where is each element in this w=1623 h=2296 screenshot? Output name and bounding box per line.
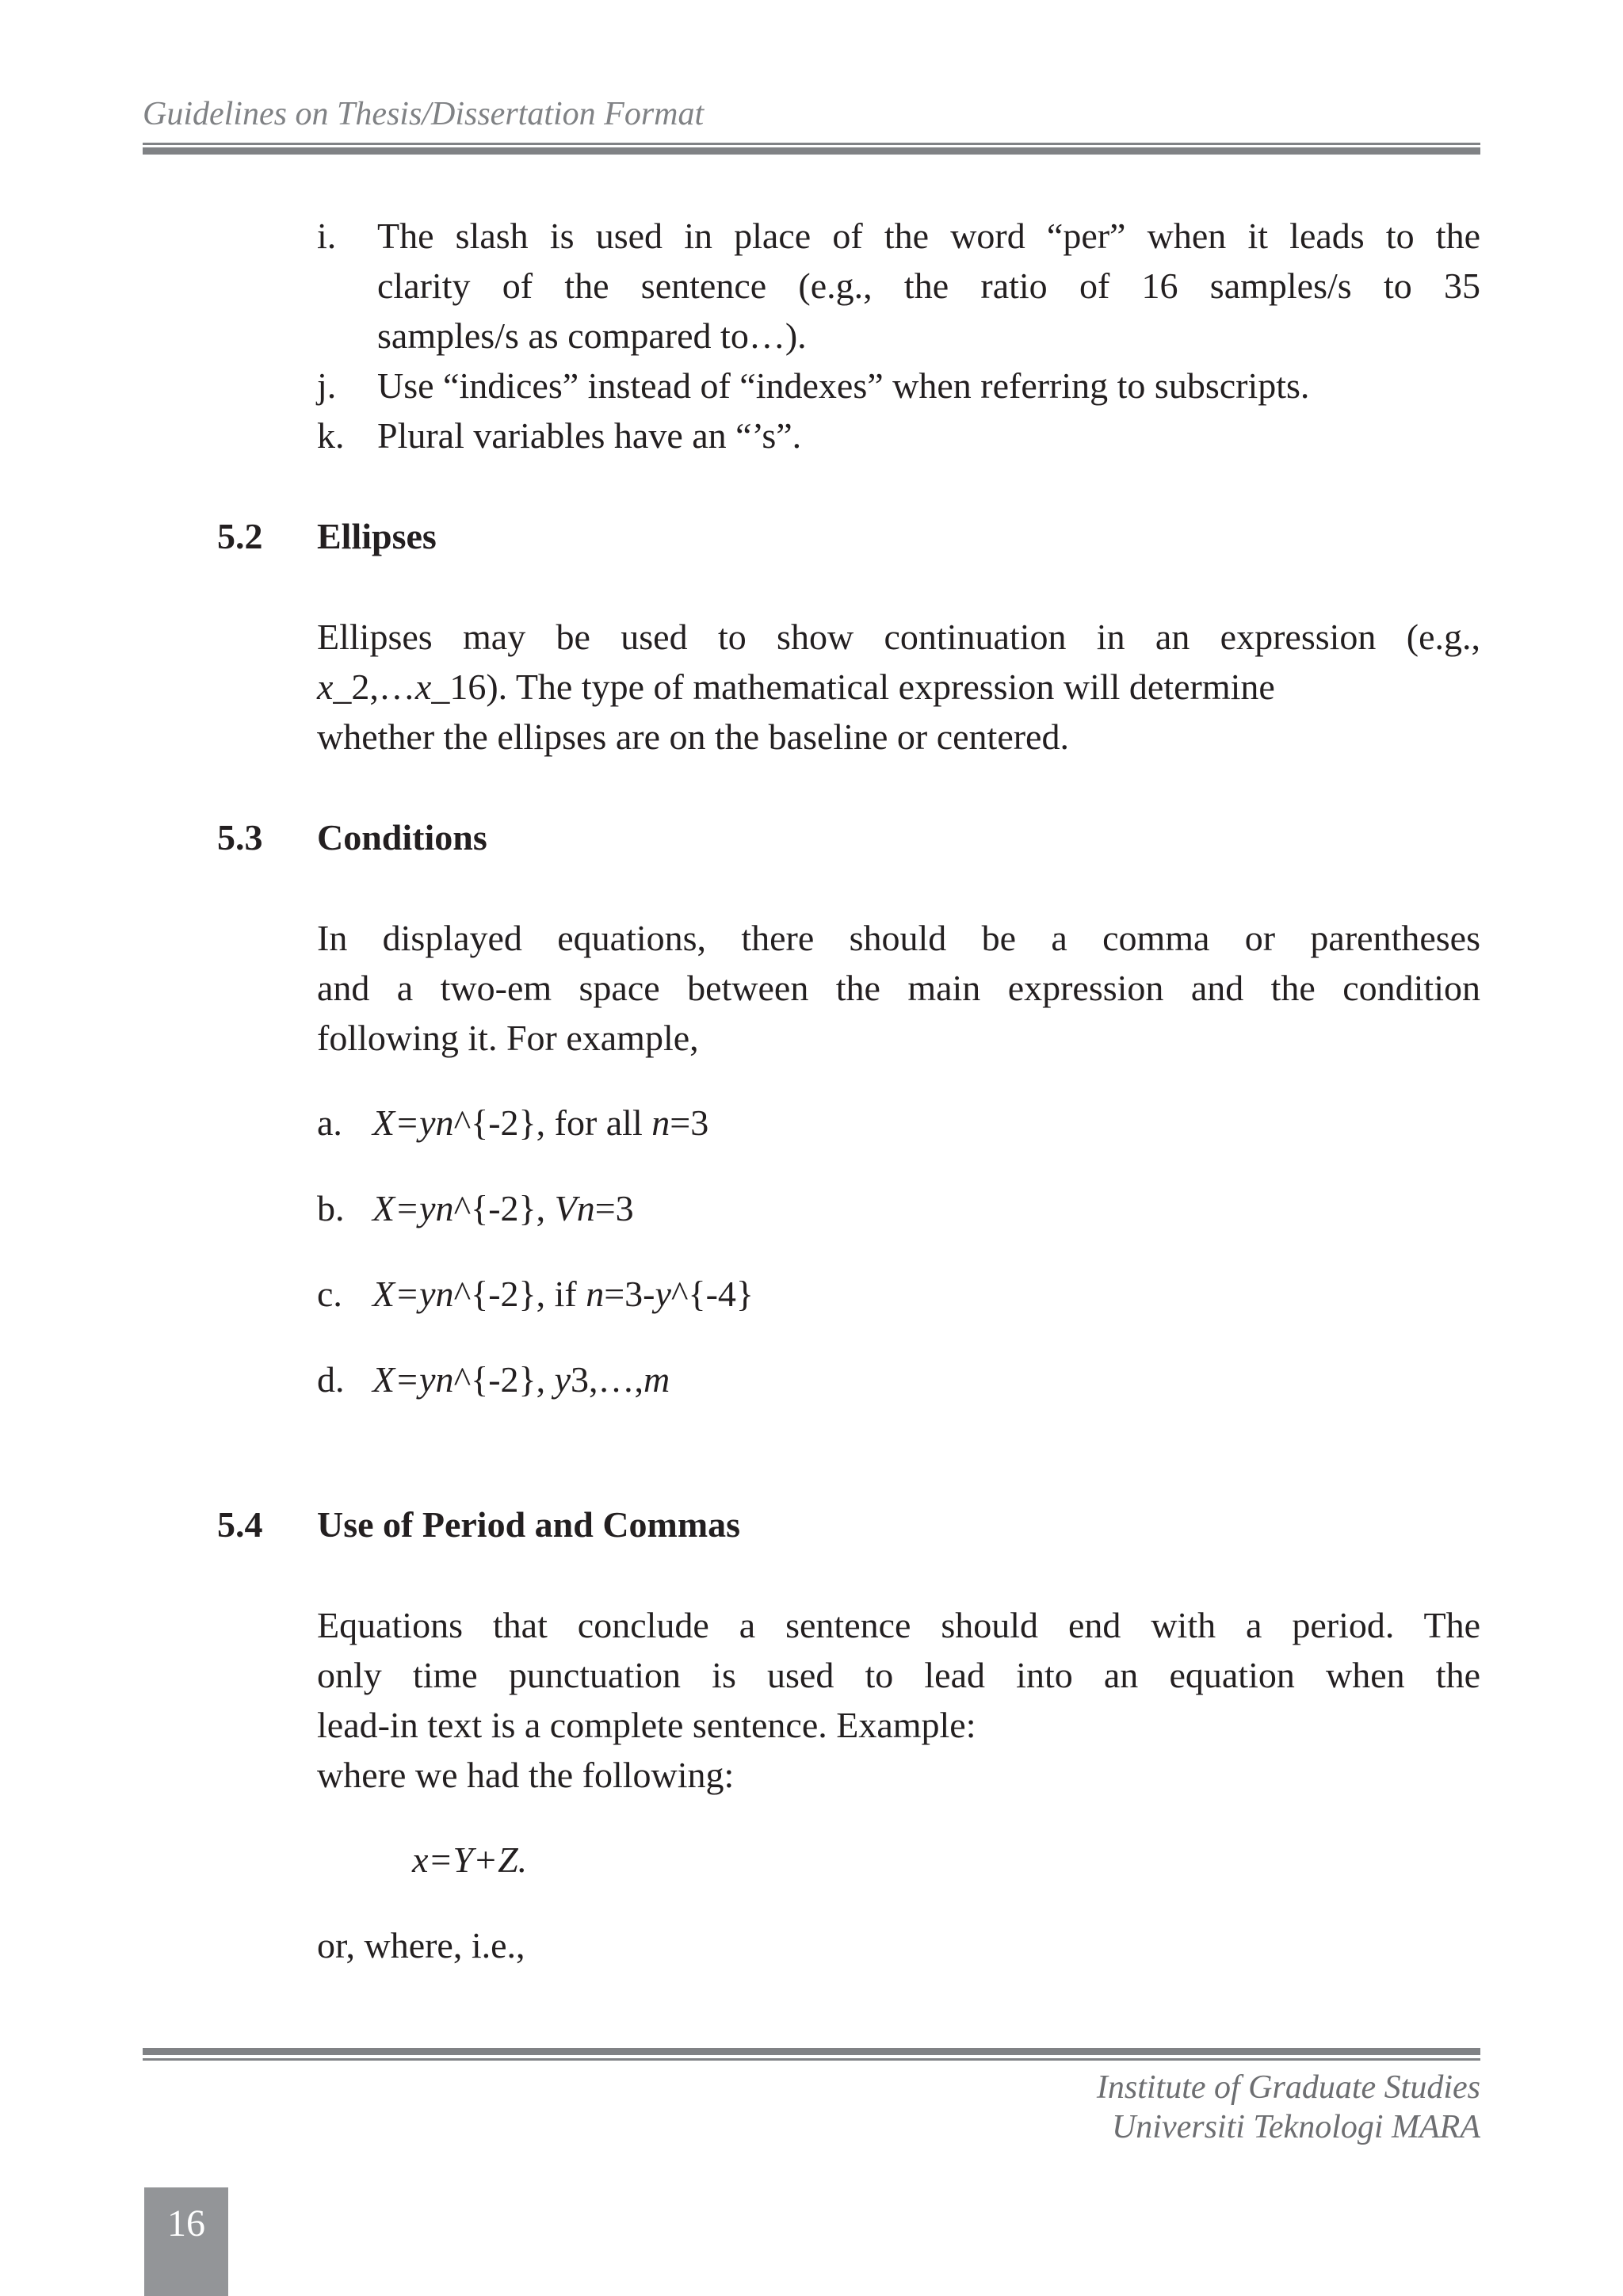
ellipses-example: x_2,…x_16). The type of mathematical expression will determine [317,667,1275,707]
section-5-3-number: 5.3 [217,817,263,858]
page-number-tab [144,2187,228,2296]
list-marker-j: j. [317,365,337,406]
section-5-4-number: 5.4 [217,1504,263,1545]
example-marker-b: b. [317,1188,345,1228]
example-marker-c: c. [317,1274,342,1314]
footer-rule-thin [143,2058,1480,2061]
example-c: X=yn^{-2}, if n=3-y^{-4} [372,1274,754,1314]
list-item-j: Use “indices” instead of “indexes” when referring to subscripts. [377,365,1310,406]
list-item-i-line-2: clarity of the sentence (e.g., the ratio of 16 samples/s to 35 [377,266,1480,306]
example-marker-a: a. [317,1102,342,1143]
list-item-i-line-1: The slash is used in place of the word “per” when it leads to the [377,216,1480,256]
section-5-3-title: Conditions [317,817,487,858]
example-d: X=yn^{-2}, y3,…,m [372,1359,670,1400]
example-a: X=yn^{-2}, for all n=3 [372,1102,709,1143]
section-5-2-line-3: whether the ellipses are on the baseline or centered. [317,716,1069,757]
running-title: Guidelines on Thesis/Dissertation Format [143,96,705,132]
list-item-k: Plural variables have an “’s”. [377,415,802,456]
display-equation: x=Y+Z. [412,1839,528,1880]
header-rule-thick [143,147,1480,155]
section-5-4-line-2: only time punctuation is used to lead into an equation when the [317,1655,1480,1695]
section-5-4-line-3: lead-in text is a complete sentence. Example: [317,1705,976,1745]
example-marker-d: d. [317,1359,345,1400]
footer-institute: Institute of Graduate Studies [1096,2069,1480,2106]
list-item-i-line-3: samples/s as compared to…). [377,315,807,356]
list-marker-k: k. [317,415,345,456]
section-5-2-line-1: Ellipses may be used to show continuation in an expression (e.g., [317,617,1480,657]
header-rule-thin [143,143,1480,145]
section-5-4-title: Use of Period and Commas [317,1504,741,1545]
section-5-4-line-4: where we had the following: [317,1755,735,1795]
section-5-4-line-5: or, where, i.e., [317,1925,525,1966]
section-5-2-number: 5.2 [217,516,263,556]
footer-rule-thick [143,2048,1480,2055]
section-5-4-line-1: Equations that conclude a sentence should end with a period. The [317,1605,1480,1645]
section-5-2-line-2 [317,662,1480,712]
footer-university: Universiti Teknologi MARA [1111,2109,1480,2145]
section-5-3-line-3: following it. For example, [317,1018,699,1058]
section-5-3-line-2: and a two-em space between the main expression and the condition [317,968,1480,1008]
section-5-2-title: Ellipses [317,516,437,556]
example-b: X=yn^{-2}, Vn=3 [372,1188,634,1228]
page-number: 16 [167,2202,205,2244]
section-5-3-line-1: In displayed equations, there should be a comma or parentheses [317,918,1480,958]
list-marker-i: i. [317,216,337,256]
